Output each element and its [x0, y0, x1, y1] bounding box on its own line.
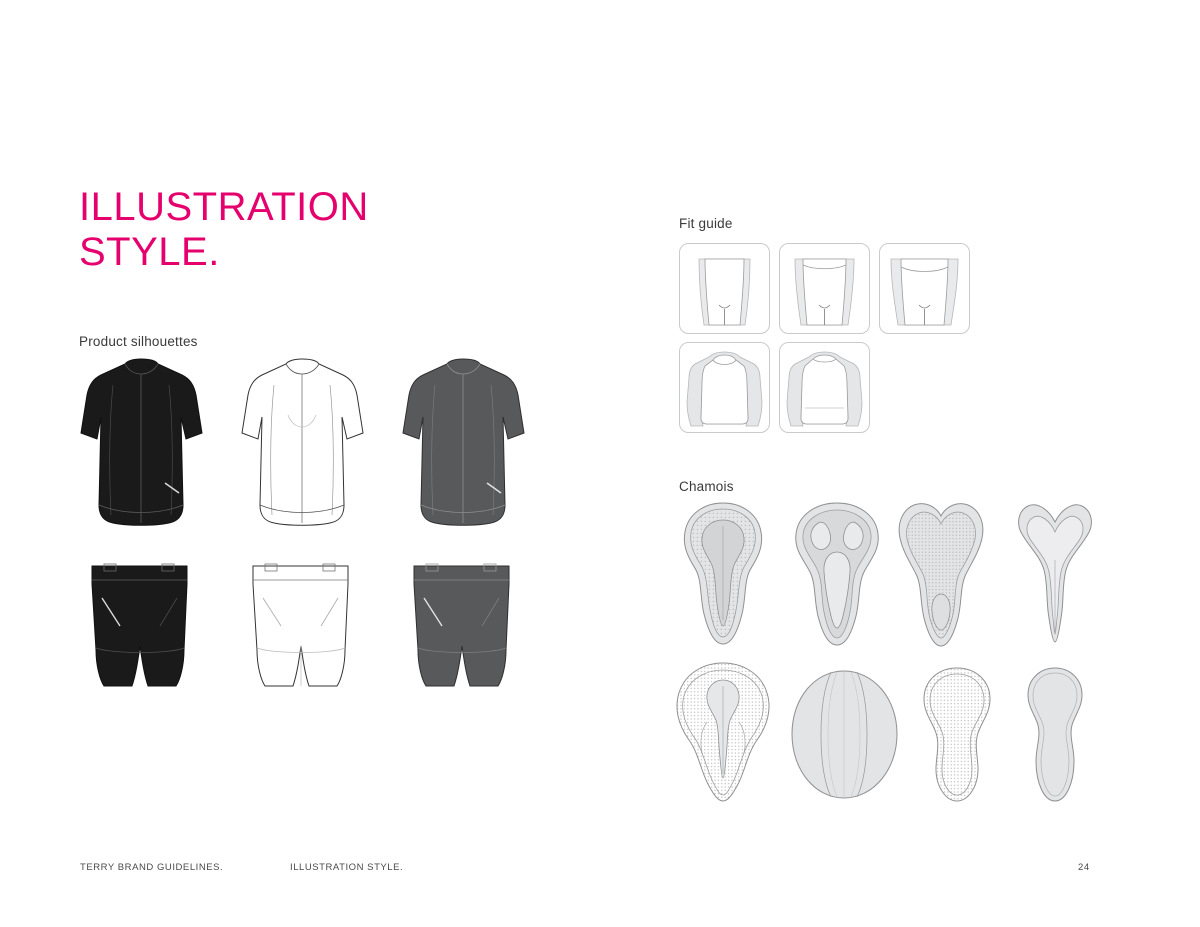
- section-label-chamois: Chamois: [679, 479, 734, 494]
- figure-sleeveless-jersey-white: [240, 355, 365, 535]
- figure-chamois-pad-1: [676, 500, 771, 650]
- page-title: [79, 185, 599, 275]
- page-title-line-1: ILLUSTRATION: [79, 184, 369, 229]
- figure-chamois-pad-3: [894, 500, 989, 650]
- figure-fit-guide-short-slim: [679, 243, 770, 334]
- footer-page-number: 24: [1078, 862, 1090, 873]
- figure-chamois-pad-5: [673, 660, 773, 805]
- footer-brand-text: TERRY BRAND GUIDELINES.: [80, 862, 224, 873]
- figure-cycling-short-grey: [404, 560, 519, 695]
- figure-sleeveless-jersey-grey: [401, 355, 526, 535]
- footer-section-text: ILLUSTRATION STYLE.: [290, 862, 404, 873]
- figure-chamois-pad-2: [790, 500, 885, 650]
- figure-fit-guide-top-front: [679, 342, 770, 433]
- figure-chamois-pad-6: [787, 668, 902, 803]
- figure-chamois-pad-4: [1008, 500, 1103, 650]
- figure-fit-guide-short-regular: [779, 243, 870, 334]
- page-footer: [0, 862, 1200, 882]
- figure-chamois-pad-7: [916, 665, 998, 805]
- figure-chamois-pad-8: [1020, 665, 1090, 805]
- figure-fit-guide-short-relaxed: [879, 243, 970, 334]
- section-label-product-silhouettes: Product silhouettes: [79, 334, 198, 349]
- page-title-line-2: STYLE.: [79, 229, 220, 274]
- figure-fit-guide-top-back: [779, 342, 870, 433]
- figure-cycling-short-black: [82, 560, 197, 695]
- figure-sleeveless-jersey-black: [79, 355, 204, 535]
- section-label-fit-guide: Fit guide: [679, 216, 733, 231]
- figure-cycling-short-white: [243, 560, 358, 695]
